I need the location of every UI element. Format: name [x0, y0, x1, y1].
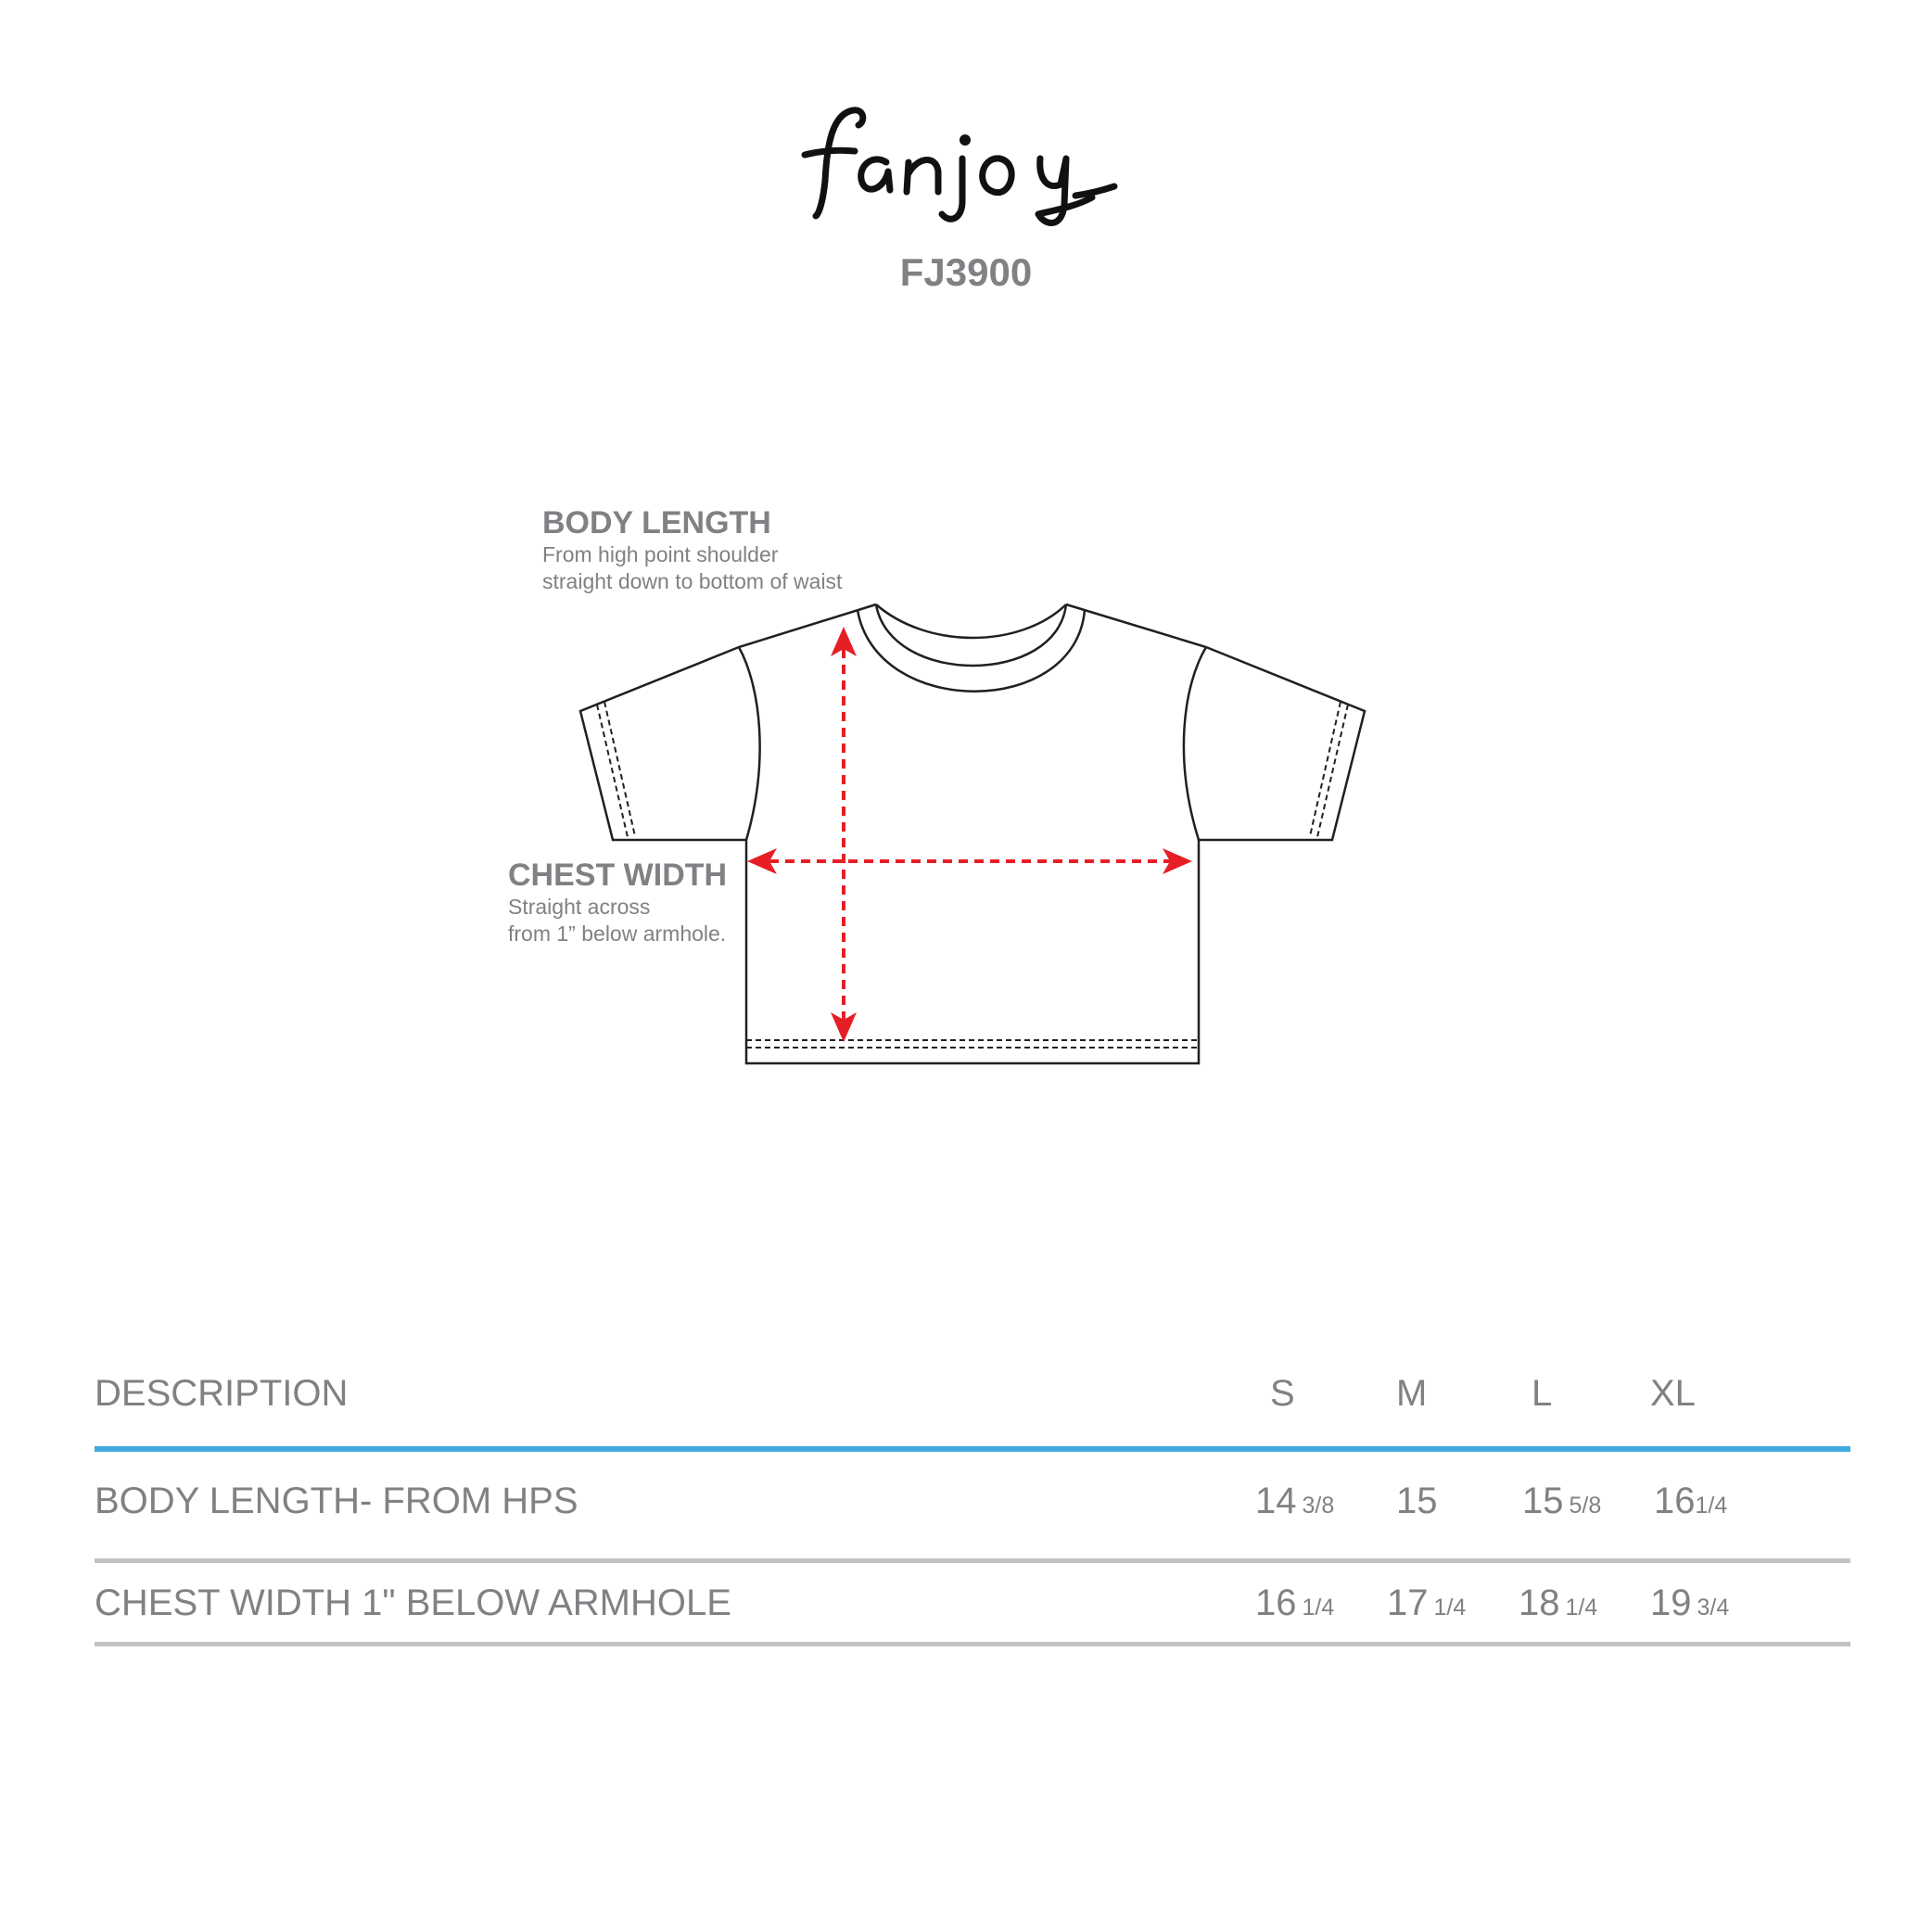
chest-width-heading: CHEST WIDTH — [508, 858, 728, 893]
table-row — [95, 1563, 1850, 1642]
size-header-m: M — [1396, 1373, 1428, 1414]
row-description: BODY LENGTH- FROM HPS — [95, 1481, 578, 1521]
size-header-l: L — [1532, 1373, 1553, 1414]
body-length-desc-2: straight down to bottom of waist — [542, 569, 843, 593]
description-header: DESCRIPTION — [95, 1373, 349, 1414]
chest-width-arrow — [747, 848, 1192, 874]
body-length-desc-1: From high point shoulder — [542, 542, 779, 566]
body-length-heading: BODY LENGTH — [542, 505, 771, 540]
size-table-header — [95, 1372, 1850, 1446]
size-value-m: 15 — [1396, 1481, 1438, 1521]
size-value-xl: 19 3/4 — [1650, 1582, 1730, 1623]
chest-width-desc-1: Straight across — [508, 895, 651, 919]
size-value-m: 17 1/4 — [1387, 1582, 1467, 1623]
size-value-s: 14 3/8 — [1255, 1481, 1335, 1521]
size-table — [95, 1372, 1850, 1646]
body-length-arrow — [831, 627, 857, 1042]
cropped-tshirt-outline-icon — [580, 604, 1365, 1063]
table-row — [95, 1452, 1850, 1558]
size-value-xl: 161/4 — [1654, 1481, 1728, 1521]
size-value-l: 15 5/8 — [1522, 1481, 1602, 1521]
product-code: FJ3900 — [899, 250, 1033, 294]
chest-width-desc-2: from 1” below armhole. — [508, 922, 727, 946]
size-header-xl: XL — [1650, 1373, 1696, 1414]
size-header-s: S — [1270, 1373, 1295, 1414]
body-length-callout — [542, 504, 842, 595]
size-value-s: 16 1/4 — [1255, 1582, 1335, 1623]
chest-width-callout — [508, 857, 727, 947]
row-rule — [95, 1642, 1850, 1646]
size-value-l: 18 1/4 — [1519, 1582, 1598, 1623]
row-description: CHEST WIDTH 1" BELOW ARMHOLE — [95, 1582, 731, 1623]
